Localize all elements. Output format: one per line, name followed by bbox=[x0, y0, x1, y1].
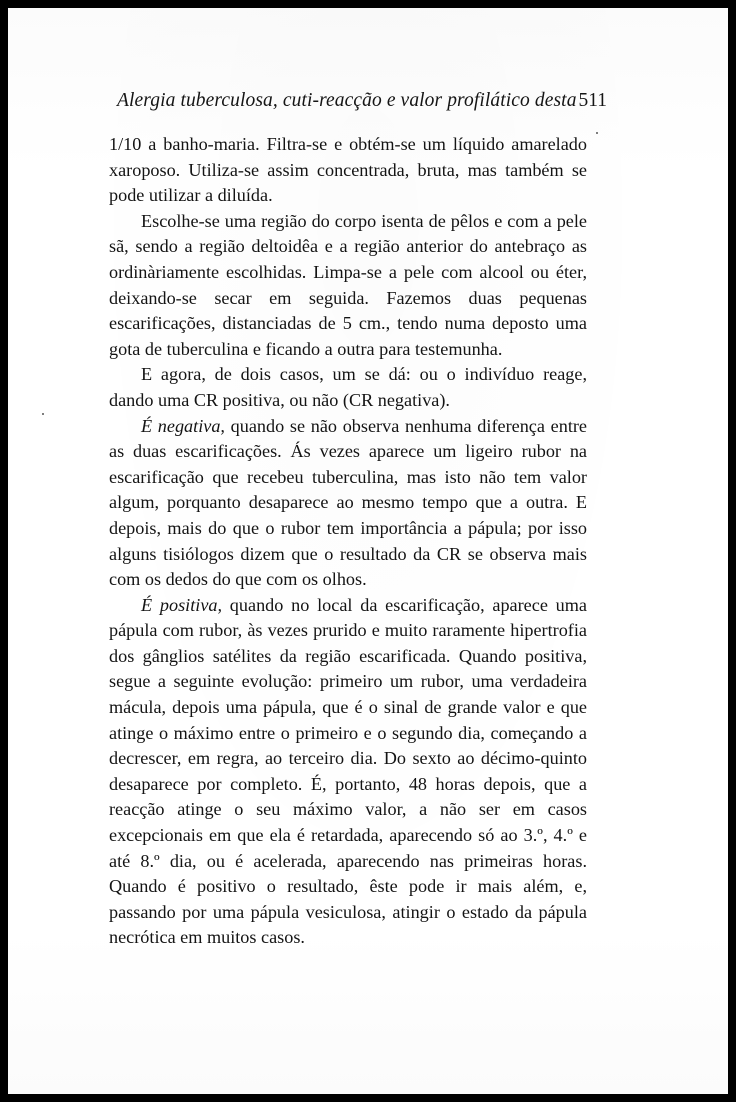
paper-speck bbox=[596, 132, 598, 134]
running-header bbox=[117, 90, 607, 120]
paper-speck bbox=[42, 413, 44, 415]
paragraph-lead: É positiva, bbox=[141, 594, 223, 615]
body-text bbox=[109, 132, 587, 951]
paragraph-3 bbox=[109, 362, 587, 413]
paragraph-text: quando no local da escarificação, aparece uma pápula com rubor, às vezes prurido e muito raramente hipertrofia dos gânglios satélites da região escarificada. Quando positiva, segue a seguinte evolução: primeiro um rubor, uma verdadeira mácula, depois uma pápula, que é o sinal de grande valor e que atinge o máximo entre o primeiro e o segundo dia, começando a decrescer, em regra, ao terceiro dia. Do sexto ao décimo-quinto desaparece por completo. É, portanto, 48 horas depois, que a reacção atinge o seu máximo valor, a não ser em casos excepcionais em que ela é retardada, aparecendo só ao 3.º, 4.º e até 8.º dia, ou é acelerada, aparecendo nas primeiras horas. Quando é positivo o resultado, êste pode ir mais além, e, passando por uma pápula vesiculosa, atingir o estado da pápula necrótica em muitos casos. bbox=[109, 594, 587, 948]
paragraph-text: 1/10 a banho-maria. Filtra-se e obtém-se um líquido amarelado xaroposo. Utiliza-se assim concentrada, bruta, mas também se pode utilizar a diluída. bbox=[109, 134, 587, 206]
paragraph-5 bbox=[109, 593, 587, 951]
paragraph-1 bbox=[109, 132, 587, 209]
paragraph-text: Escolhe-se uma região do corpo isenta de pêlos e com a pele sã, sendo a região deltoidêa e a região anterior do antebraço as ordinàriamente escolhidas. Limpa-se a pele com alcool ou éter, deixando-se secar em seguida. Fazemos duas pequenas escarificações, distanciadas de 5 cm., tendo numa deposto uma gota de tuberculina e ficando a outra para testemunha. bbox=[109, 210, 587, 359]
paragraph-4 bbox=[109, 414, 587, 593]
book-page bbox=[8, 8, 728, 1094]
running-title: Alergia tuberculosa, cuti-reacção e valor profilático desta bbox=[117, 90, 577, 111]
paragraph-lead: É negativa, bbox=[141, 415, 225, 436]
page-number: 511 bbox=[578, 90, 607, 111]
paragraph-2 bbox=[109, 209, 587, 363]
paragraph-text: quando se não observa nenhuma diferença entre as duas escarificações. Ás vezes aparece um ligeiro rubor na escarificação que recebeu tuberculina, mas isto não tem valor algum, porquanto desaparece ao mesmo tempo que a outra. E depois, mais do que o rubor tem importância a pápula; por isso alguns tisiólogos dizem que o resultado da CR se observa mais com os dedos do que com os olhos. bbox=[109, 415, 587, 590]
paragraph-text: E agora, de dois casos, um se dá: ou o indivíduo reage, dando uma CR positiva, ou não (CR negativa). bbox=[109, 364, 587, 410]
